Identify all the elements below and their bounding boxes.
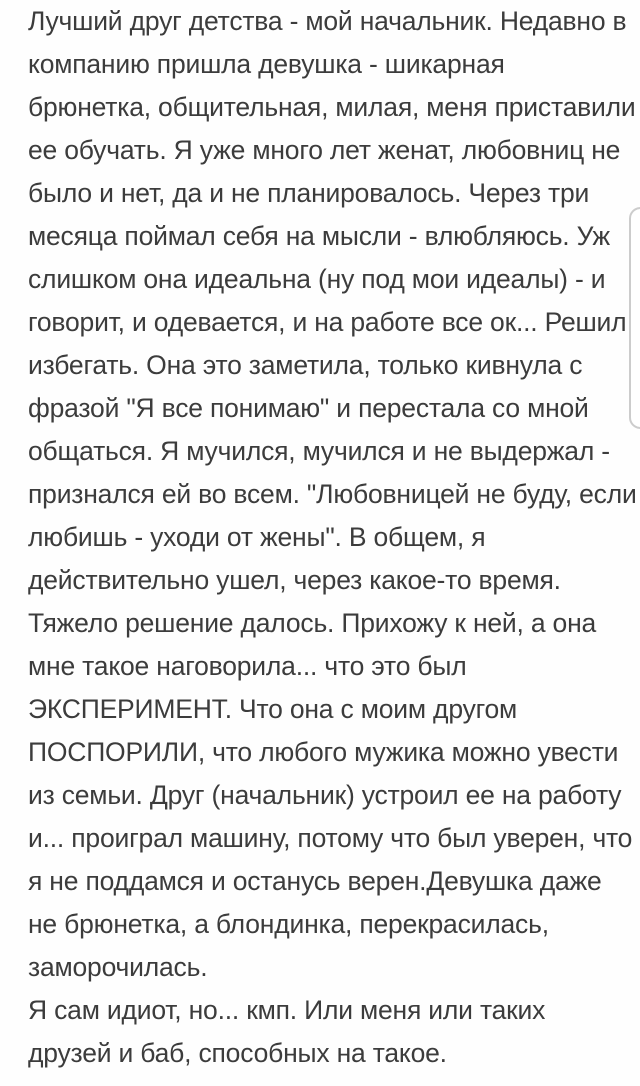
text-line: не брюнетка, а блондинка, перекрасилась, [28, 909, 549, 939]
text-line: любишь - уходи от жены". В общем, я [28, 522, 486, 552]
text-line: действительно ушел, через какое-то время. [28, 565, 561, 595]
text-line: избегать. Она это заметила, только кивнула с [28, 350, 583, 380]
text-line: мне такое наговорила... что это был [28, 651, 467, 681]
text-line: ЭКСПЕРИМЕНТ. Что она с моим другом [28, 694, 518, 724]
text-line: и... проиграл машину, потому что был уверен, что [28, 823, 633, 853]
text-line: общаться. Я мучился, мучился и не выдержал - [28, 436, 610, 466]
text-line: я не поддамся и останусь верен.Девушка даже [28, 866, 602, 896]
text-line: фразой "Я все понимаю" и перестала со мной [28, 393, 589, 423]
text-line: компанию пришла девушка - шикарная [28, 49, 505, 79]
text-line: месяца поймал себя на мысли - влюбляюсь. Уж [28, 221, 610, 251]
text-line: брюнетка, общительная, милая, меня приставили [28, 92, 636, 122]
text-line: друзей и баб, способных на такое. [28, 1038, 447, 1068]
text-line: Тяжело решение далось. Прихожу к ней, а она [28, 608, 597, 638]
text-line: признался ей во всем. "Любовницей не буду, если [28, 479, 637, 509]
text-line: говорит, и одевается, и на работе все ок... Решил [28, 307, 627, 337]
text-line: Я сам идиот, но... кмп. Или меня или таких [28, 995, 546, 1025]
text-line: ПОСПОРИЛИ, что любого мужика можно увести [28, 737, 619, 767]
text-line: было и нет, да и не планировалось. Через три [28, 178, 590, 208]
text-line: ее обучать. Я уже много лет женат, любовниц не [28, 135, 621, 165]
text-line: из семьи. Друг (начальник) устроил ее на работу [28, 780, 622, 810]
scrollbar-thumb[interactable] [629, 207, 640, 429]
text-line: слишком она идеальна (ну под мои идеалы) - и [28, 264, 606, 294]
story-text-block [28, 0, 637, 1075]
text-line: Лучший друг детства - мой начальник. Недавно в [28, 6, 627, 36]
text-line: заморочилась. [28, 952, 208, 982]
